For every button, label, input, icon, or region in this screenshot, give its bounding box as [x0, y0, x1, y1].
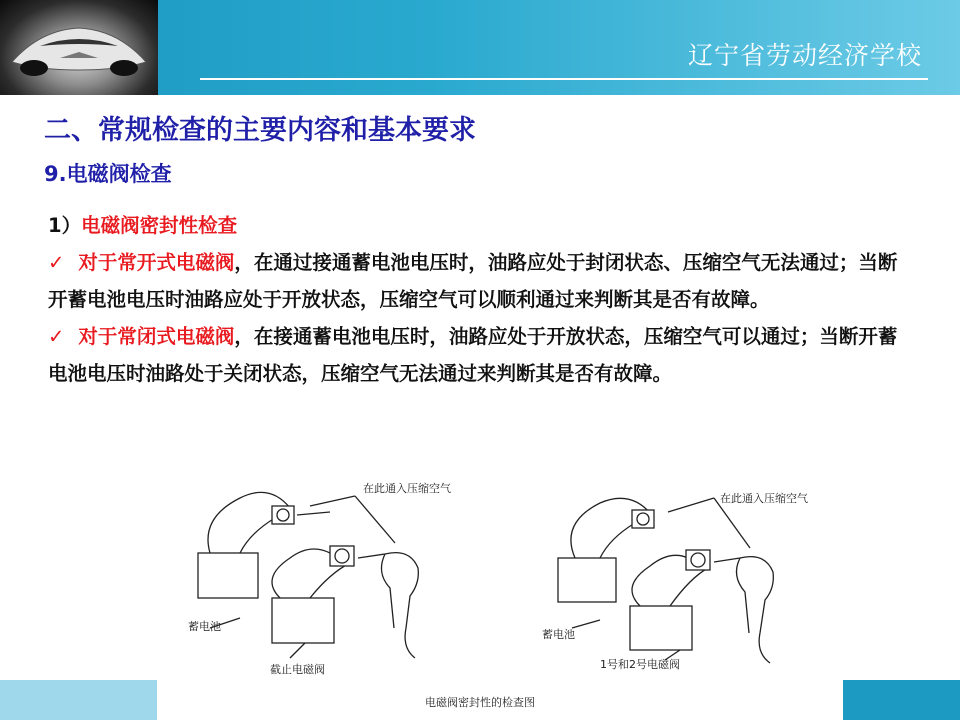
right-valve-label: 1号和2号电磁阀	[600, 658, 680, 671]
left-battery-label: 蓄电池	[188, 620, 221, 633]
left-air-label: 在此通入压缩空气	[363, 482, 451, 495]
header-banner	[0, 0, 960, 95]
item-label: 电磁阀密封性检查	[81, 214, 238, 237]
right-air-label: 在此通入压缩空气	[720, 492, 808, 505]
item-number: 1）	[48, 214, 82, 237]
point-1-highlight: 对于常开式电磁阀	[78, 251, 235, 274]
footer-bar-left	[0, 680, 157, 720]
item-heading	[48, 207, 898, 244]
school-name: 辽宁省劳动经济学校	[687, 41, 922, 70]
footer-bar-right	[843, 680, 960, 720]
header-divider	[200, 78, 928, 80]
content-body	[48, 207, 898, 392]
point-2-text: ，在接通蓄电池电压时，油路应处于开放状态，压缩空气可以通过；当断开蓄电池电压时油路处于关闭状态，压缩空气无法通过来判断其是否有故障。	[48, 325, 898, 385]
page-title: 二、常规检查的主要内容和基本要求	[44, 115, 476, 146]
section-subtitle: 9.电磁阀检查	[44, 162, 172, 186]
point-2	[48, 318, 898, 392]
check-icon: ✓	[48, 325, 65, 348]
point-1-text: ，在通过接通蓄电池电压时，油路应处于封闭状态、压缩空气无法通过；当断开蓄电池电压时油路应处于开放状态，压缩空气可以顺利通过来判断其是否有故障。	[48, 251, 898, 311]
inspection-figure	[180, 478, 840, 720]
check-icon: ✓	[48, 251, 65, 274]
sports-car-image	[0, 0, 158, 95]
point-2-highlight: 对于常闭式电磁阀	[78, 325, 235, 348]
right-battery-label: 蓄电池	[542, 628, 575, 641]
figure-caption: 电磁阀密封性的检查图	[425, 696, 535, 709]
point-1	[48, 244, 898, 318]
left-valve-label: 截止电磁阀	[270, 663, 325, 676]
